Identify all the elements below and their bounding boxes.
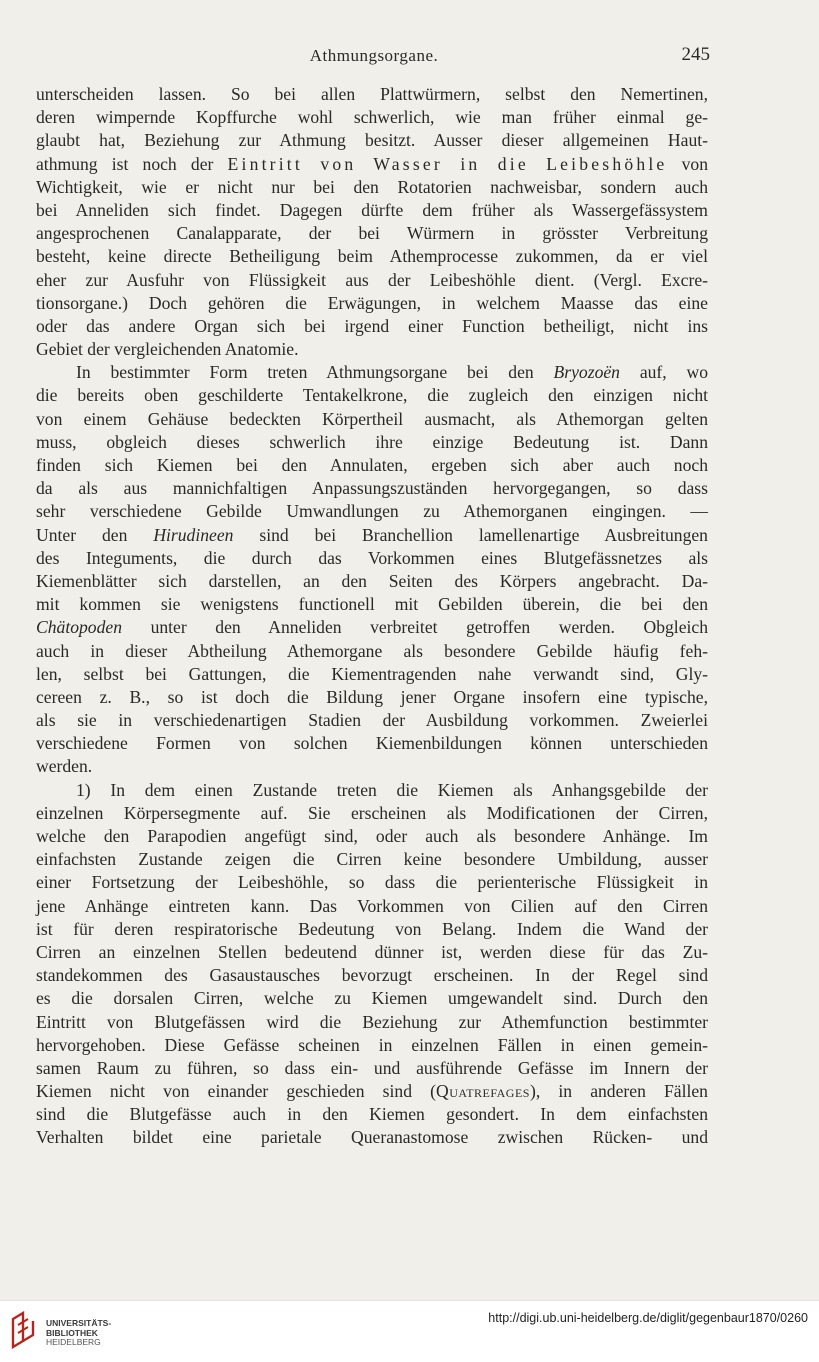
text-line: sehr verschiedene Gebilde Umwandlungen zu Athemorganen eingingen. — — [36, 501, 708, 522]
text-line: len, selbst bei Gattungen, die Kiementragenden nahe verwandt sind, Gly- — [36, 663, 708, 684]
text-line — [36, 616, 708, 639]
text-line: tionsorgane.) Doch gehören die Erwägungen, in welchem Maasse das eine — [36, 292, 708, 313]
text-line: die bereits oben geschilderte Tentakelkrone, die zugleich den einzigen nicht — [36, 385, 708, 406]
text-fragment: sind bei Branchellion lamellenartige Ausbreitungen — [259, 524, 708, 545]
text-line: einzelnen Körpersegmente auf. Sie erscheinen als Modificationen der Cirren, — [36, 802, 708, 823]
library-name-line: BIBLIOTHEK — [46, 1327, 98, 1338]
running-head: Athmungsorgane. — [309, 46, 439, 65]
text-line: verschiedene Formen von solchen Kiemenbildungen können unterschieden — [36, 733, 708, 754]
text-line: besteht, keine directe Betheiligung beim Athemprocesse zukommen, da er viel — [36, 246, 708, 267]
text-line: Cirren an einzelnen Stellen bedeutend dünner ist, werden diese für das Zu- — [36, 941, 708, 962]
text-line: Kiemenblätter sich darstellen, an den Seiten des Körpers angebracht. Da- — [36, 570, 708, 591]
text-line — [36, 153, 708, 176]
text-line: deren wimpernde Kopffurche wohl schwerlich, wie man früher einmal ge- — [36, 107, 708, 128]
text-fragment: In bestimmter Form treten Athmungsorgane bei den — [76, 362, 534, 383]
text-line: welche den Parapodien angefügt sind, oder auch als besondere Anhänge. Im — [36, 826, 708, 846]
text-line: sind die Blutgefässe auch in den Kiemen gesondert. In dem einfachsten — [36, 1104, 708, 1125]
text-line: da als aus mannichfaltigen Anpassungszuständen hervorgegangen, so dass — [36, 478, 708, 499]
text-line: glaubt hat, Beziehung zur Athmung besitzt. Ausser dieser allgemeinen Haut- — [36, 130, 708, 151]
text-line: muss, obgleich dieses schwerlich ihre einzige Bedeutung ist. Dann — [36, 431, 708, 452]
text-line: als sie in verschiedenartigen Stadien der Ausbildung vorkommen. Zweierlei — [36, 710, 708, 731]
text-fragment: athmung ist noch der — [36, 153, 214, 174]
text-line: finden sich Kiemen bei den Annulaten, ergeben sich aber auch noch — [36, 455, 708, 475]
page-header — [36, 44, 712, 72]
text-line: jene Anhänge eintreten kann. Das Vorkommen von Cilien auf den Cirren — [36, 895, 708, 916]
text-line: mit kommen sie wenigstens functionell mit Gebilden überein, die bei den — [36, 594, 708, 615]
text-fragment: ), in anderen Fällen — [529, 1081, 708, 1102]
text-line: einfachsten Zustande zeigen die Cirren keine besondere Umbildung, ausser — [36, 849, 708, 870]
text-line: Eintritt von Blutgefässen wird die Beziehung zur Athemfunction bestimmter — [36, 1011, 708, 1032]
text-line: samen Raum zu führen, so dass ein- und ausführende Gefässe im Innern der — [36, 1057, 708, 1078]
author-name: Quatrefages — [435, 1081, 530, 1102]
text-fragment: unter den Anneliden verbreitet getroffen werden. Obgleich — [150, 617, 708, 638]
text-line — [36, 361, 708, 384]
taxon-name: Chätopoden — [36, 617, 123, 638]
text-line — [36, 1080, 708, 1103]
text-line: Verhalten bildet eine parietale Queranastomose zwischen Rücken- und — [36, 1127, 708, 1148]
text-line: Wichtigkeit, wie er nicht nur bei den Rotatorien nachweisbar, sondern auch — [36, 176, 708, 197]
taxon-name: Hirudineen — [153, 524, 234, 545]
text-line: bei Anneliden sich findet. Dagegen dürfte dem früher als Wassergefässystem — [36, 199, 708, 220]
text-line: ist für deren respiratorische Bedeutung von Belang. Indem die Wand der — [36, 918, 708, 939]
permalink-url[interactable]: http://digi.ub.uni-heidelberg.de/diglit/gegenbaur1870/0260 — [488, 1311, 808, 1325]
text-line: auch in dieser Abtheilung Athemorgane als besondere Gebilde häufig feh- — [36, 640, 708, 661]
emphasized-phrase: Eintritt von Wasser in die Leibeshöhle — [227, 153, 668, 174]
text-line: Gebiet der vergleichenden Anatomie. — [36, 339, 299, 360]
text-fragment: Unter den — [36, 524, 128, 545]
text-line: unterscheiden lassen. So bei allen Plattwürmern, selbst den Nemertinen, — [36, 84, 708, 104]
text-line: einer Fortsetzung der Leibeshöhle, so dass die perienterische Flüssigkeit in — [36, 872, 708, 893]
text-line: angesprochenen Canalapparate, der bei Würmern in grösster Verbreitung — [36, 223, 708, 244]
text-line: 1) In dem einen Zustande treten die Kiemen als Anhangsgebilde der — [76, 779, 708, 800]
text-fragment: auf, wo — [639, 362, 708, 383]
library-name — [46, 1319, 111, 1348]
viewer-footer — [0, 1300, 819, 1362]
text-line: standekommen des Gasaustausches bevorzugt erscheinen. In der Regel sind — [36, 965, 708, 986]
text-line — [36, 524, 708, 547]
text-line: oder das andere Organ sich bei irgend einer Function betheiligt, nicht ins — [36, 315, 708, 336]
text-fragment: Kiemen nicht von einander geschieden sind ( — [36, 1081, 436, 1102]
text-line: eher zur Ausfuhr von Flüssigkeit aus der Leibeshöhle dient. (Vergl. Excre- — [36, 269, 708, 290]
page-number: 245 — [681, 44, 710, 65]
text-line: hervorgehoben. Diese Gefässe scheinen in einzelnen Fällen in einen gemein- — [36, 1034, 708, 1055]
university-library-logo-icon[interactable] — [9, 1311, 39, 1351]
text-line: cereen z. B., so ist doch die Bildung jener Organe insofern eine typische, — [36, 686, 708, 707]
library-name-line: HEIDELBERG — [46, 1337, 101, 1347]
taxon-name: Bryozoën — [553, 362, 620, 383]
text-line: werden. — [36, 756, 93, 777]
library-name-line: UNIVERSITÄTS- — [46, 1318, 112, 1328]
body-text — [36, 83, 708, 1193]
text-line: es die dorsalen Cirren, welche zu Kiemen umgewandelt sind. Durch den — [36, 988, 708, 1009]
text-fragment: von — [681, 153, 708, 174]
text-line: von einem Gehäuse bedeckten Körpertheil ausmacht, als Athemorgan gelten — [36, 408, 708, 429]
text-line: des Integuments, die durch das Vorkommen eines Blutgefässnetzes als — [36, 547, 708, 568]
